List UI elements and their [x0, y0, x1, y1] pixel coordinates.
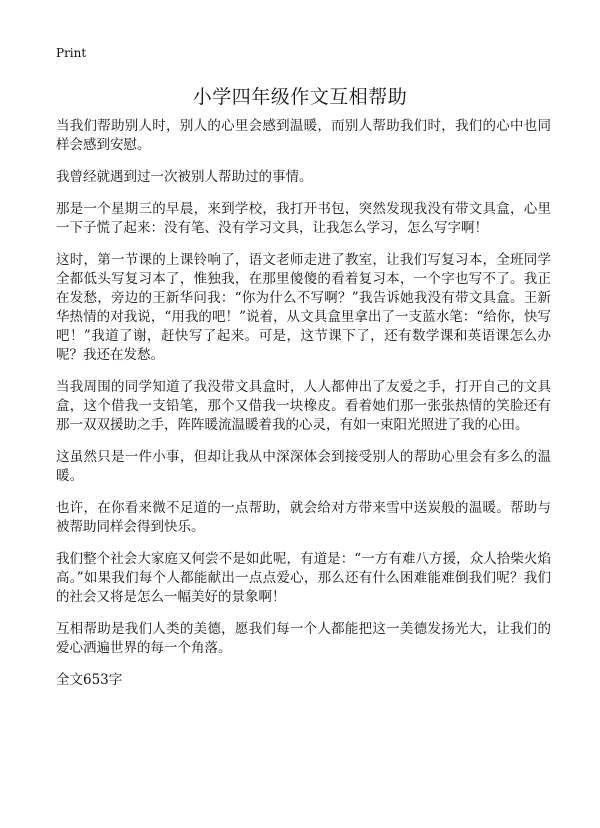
article-paragraph: 当我们帮助别人时，别人的心里会感到温暖，而别人帮助我们时，我们的心中也同样会感到安慰。	[56, 118, 551, 153]
article-paragraph: 当我周围的同学知道了我没带文具盒时，人人都伸出了友爱之手，打开自己的文具盒，这个借我一支铅笔，那个又借我一块橡皮。看着她们那一张张热情的笑脸还有那一双双援助之手，阵阵暖流温暖着我的心灵，有如一束阳光照进了我的心田。	[56, 379, 551, 433]
article-paragraph: 这虽然只是一件小事，但却让我从中深深体会到接受别人的帮助心里会有多么的温暖。	[56, 449, 551, 484]
article-paragraph: 那是一个星期三的早晨，来到学校，我打开书包，突然发现我没有带文具盒，心里一下子慌了起来：没有笔、没有学习文具，让我怎么学习，怎么写字啊！	[56, 201, 551, 236]
word-count: 全文653字	[56, 672, 123, 688]
page-title: 小学四年级作文互相帮助	[192, 86, 408, 108]
print-link[interactable]: Print	[56, 46, 87, 60]
article-paragraph: 这时，第一节课的上课铃响了，语文老师走进了教室，让我们写复习本，全班同学全都低头写复习本了，惟独我，在那里傻傻的看着复习本，一个字也写不了。我正在发愁，旁边的王新华问我：“你为什么不写啊？”我告诉她我没有带文具盒。王新华热情的对我说，“用我的吧！”说着，从文具盒里拿出了一支蓝水笔：“给你，快写吧！”我道了谢，赶快写了起来。可是，这节课下了，还有数学课和英语课怎么办呢？我还在发愁。	[56, 252, 551, 363]
article-body	[56, 117, 551, 690]
article-paragraph: 我曾经就遇到过一次被别人帮助过的事情。	[56, 169, 313, 185]
article-paragraph: 也许，在你看来微不足道的一点帮助，就会给对方带来雪中送炭般的温暖。帮助与被帮助同样会得到快乐。	[56, 500, 551, 535]
article-paragraph: 互相帮助是我们人类的美德，愿我们每一个人都能把这一美德发扬光大，让我们的爱心洒遍世界的每一个角落。	[56, 621, 551, 656]
article-paragraph: 我们整个社会大家庭又何尝不是如此呢，有道是：“一方有难八方援，众人拾柴火焰高。”如果我们每个人都能献出一点点爱心，那么还有什么困难能难倒我们呢？我们的社会又将是怎么一幅美好的景象啊！	[56, 551, 551, 605]
